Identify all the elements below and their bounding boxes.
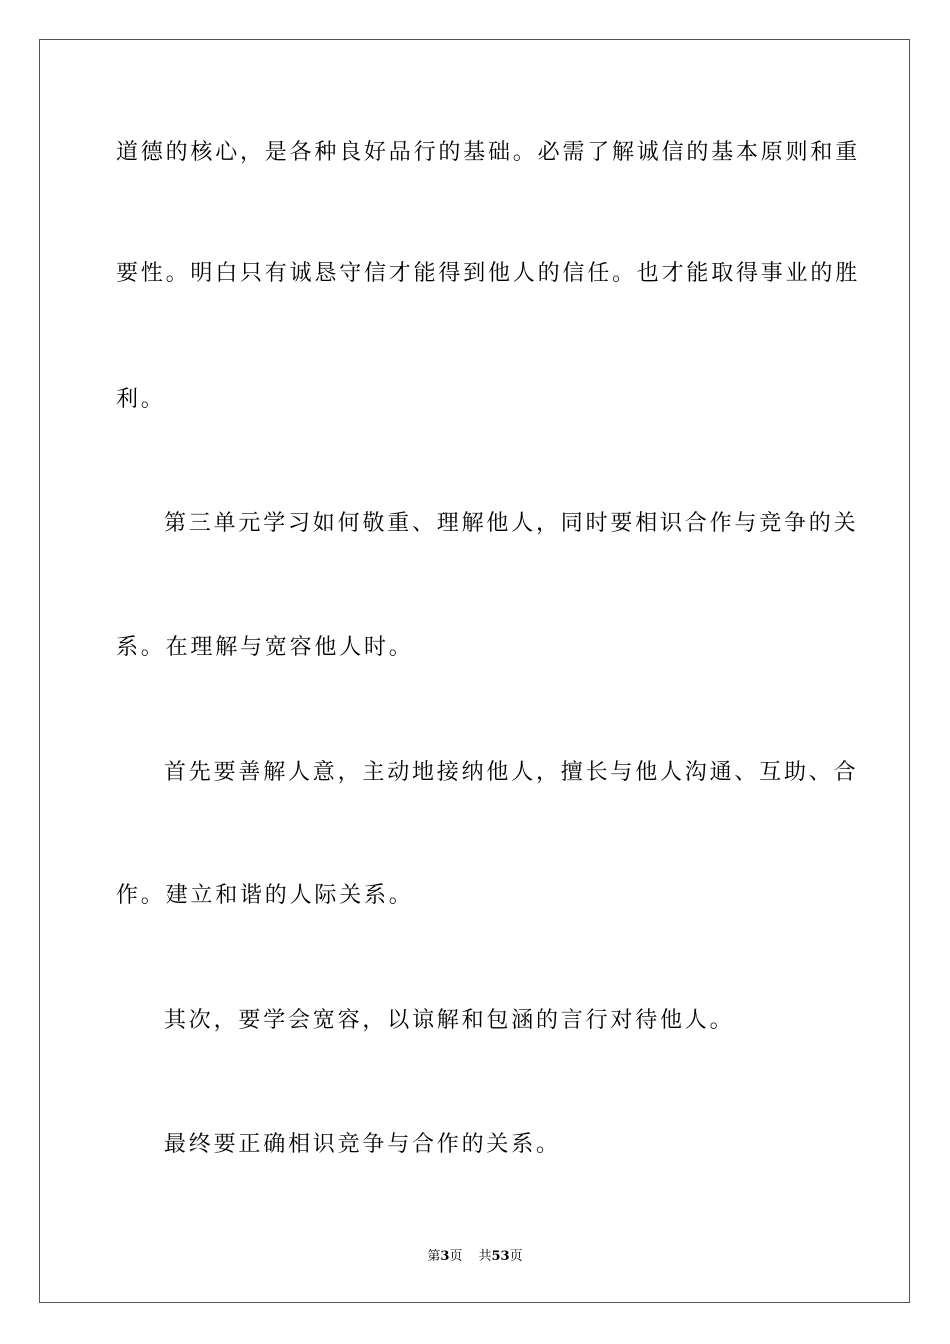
page-prefix: 第 bbox=[427, 1249, 441, 1264]
current-page-number: 3 bbox=[440, 1249, 450, 1264]
text-line: 作。建立和谐的人际关系。 bbox=[116, 883, 414, 908]
text-line: 第三单元学习如何敬重、理解他人，同时要相识合作与竞争的关 bbox=[164, 511, 859, 536]
text-line: 系。在理解与宽容他人时。 bbox=[116, 635, 414, 660]
total-prefix: 共 bbox=[478, 1249, 492, 1264]
text-line: 利。 bbox=[116, 387, 166, 412]
text-line: 其次，要学会宽容，以谅解和包涵的言行对待他人。 bbox=[164, 1008, 735, 1033]
page-border bbox=[39, 39, 910, 1303]
text-line: 最终要正确相识竞争与合作的关系。 bbox=[164, 1132, 561, 1157]
total-suffix: 页 bbox=[509, 1249, 523, 1264]
text-line: 首先要善解人意，主动地接纳他人，擅长与他人沟通、互助、合 bbox=[164, 760, 859, 785]
total-pages-number: 53 bbox=[491, 1249, 510, 1264]
page-footer bbox=[0, 1248, 950, 1266]
text-line: 要性。明白只有诚恳守信才能得到他人的信任。也才能取得事业的胜 bbox=[116, 261, 861, 286]
text-line: 道德的核心，是各种良好品行的基础。必需了解诚信的基本原则和重 bbox=[116, 140, 861, 165]
page-suffix: 页 bbox=[449, 1249, 463, 1264]
